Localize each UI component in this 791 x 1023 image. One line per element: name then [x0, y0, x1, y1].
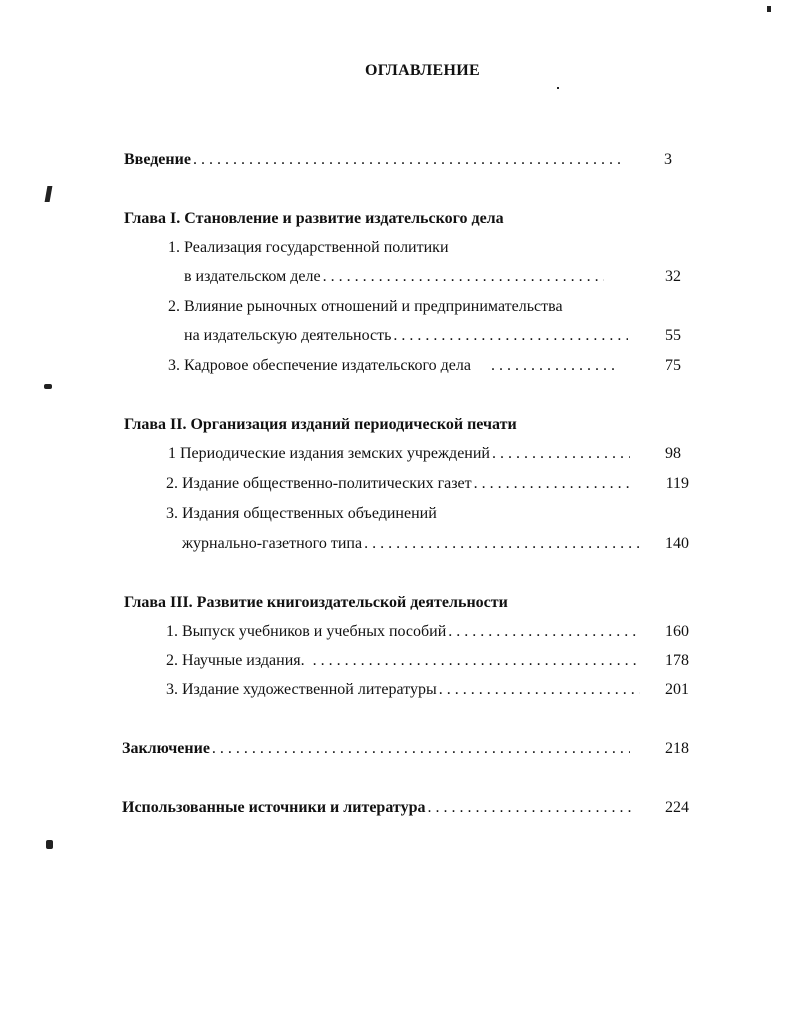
toc-entry-label: 1 Периодические издания земских учреждений — [168, 445, 490, 462]
toc-entry-label: на издательскую деятельность — [184, 327, 392, 344]
scan-mark — [767, 6, 771, 12]
toc-entry-label: Заключение — [122, 740, 210, 757]
toc-page-number: 55 — [665, 327, 681, 344]
chapter-1-item-1-line1: 1. Реализация государственной политики — [168, 239, 449, 256]
toc-page-number: 160 — [665, 623, 689, 640]
chapter-1-item-1-line2 — [184, 267, 604, 287]
toc-page-number: 98 — [665, 445, 681, 462]
toc-page-number: 140 — [665, 535, 689, 552]
toc-page-number: 75 — [665, 357, 681, 374]
chapter-1-title: Глава I. Становление и развитие издательского дела — [124, 210, 504, 227]
chapter-1-item-2-line2 — [184, 326, 628, 346]
toc-page-number: 119 — [665, 475, 689, 492]
chapter-3-title: Глава III. Развитие книгоиздательской деятельности — [124, 594, 508, 611]
scan-mark — [46, 840, 53, 849]
scan-mark — [557, 87, 559, 89]
chapter-1-item-3 — [168, 356, 620, 376]
toc-page-number: 218 — [665, 740, 689, 757]
toc-entry-label: 2. Издание общественно-политических газет — [166, 475, 472, 492]
toc-page-number: 32 — [665, 268, 681, 285]
leader-dots — [362, 534, 640, 554]
toc-entry-label: Введение — [124, 151, 191, 168]
leader-dots — [490, 444, 630, 464]
chapter-2-item-3-line2 — [182, 534, 640, 554]
toc-entry-label: в издательском деле — [184, 268, 321, 285]
toc-entry-label: 2. Научные издания. — [166, 652, 305, 669]
leader-dots — [321, 267, 604, 287]
leader-dots — [191, 150, 624, 170]
leader-dots — [391, 326, 628, 346]
toc-entry-label: Использованные источники и литература — [122, 799, 426, 816]
leader-dots — [472, 474, 632, 494]
toc-heading: ОГЛАВЛЕНИЕ — [365, 62, 480, 79]
chapter-3-item-1 — [166, 622, 636, 642]
chapter-3-item-2 — [166, 651, 636, 671]
toc-entry-label: 1. Выпуск учебников и учебных пособий — [166, 623, 447, 640]
toc-entry-intro — [124, 150, 624, 170]
toc-entry-label: 3. Издание художественной литературы — [166, 681, 437, 698]
leader-dots — [210, 739, 630, 759]
toc-page-number: 3 — [664, 151, 672, 168]
scan-mark — [45, 186, 53, 202]
toc-entry-label: журнально-газетного типа — [182, 535, 363, 552]
toc-entry-label: 3. Кадровое обеспечение издательского дела — [168, 357, 471, 374]
chapter-2-item-3-line1: 3. Издания общественных объединений — [166, 505, 437, 522]
chapter-3-item-3 — [166, 680, 640, 700]
chapter-2-item-2 — [166, 474, 632, 494]
toc-page-number: 224 — [665, 799, 689, 816]
chapter-1-item-2-line1: 2. Влияние рыночных отношений и предпринимательства — [168, 298, 563, 315]
leader-dots — [425, 798, 636, 818]
leader-dots — [437, 680, 640, 700]
toc-entry-conclusion — [122, 739, 630, 759]
toc-entry-sources — [122, 798, 636, 818]
chapter-2-item-1 — [168, 444, 630, 464]
scan-mark — [44, 384, 52, 389]
leader-dots — [446, 622, 636, 642]
toc-page-number: 178 — [665, 652, 689, 669]
toc-page-number: 201 — [665, 681, 689, 698]
leader-dots — [305, 651, 636, 671]
chapter-2-title: Глава II. Организация изданий периодической печати — [124, 416, 517, 433]
leader-dots — [471, 356, 620, 376]
